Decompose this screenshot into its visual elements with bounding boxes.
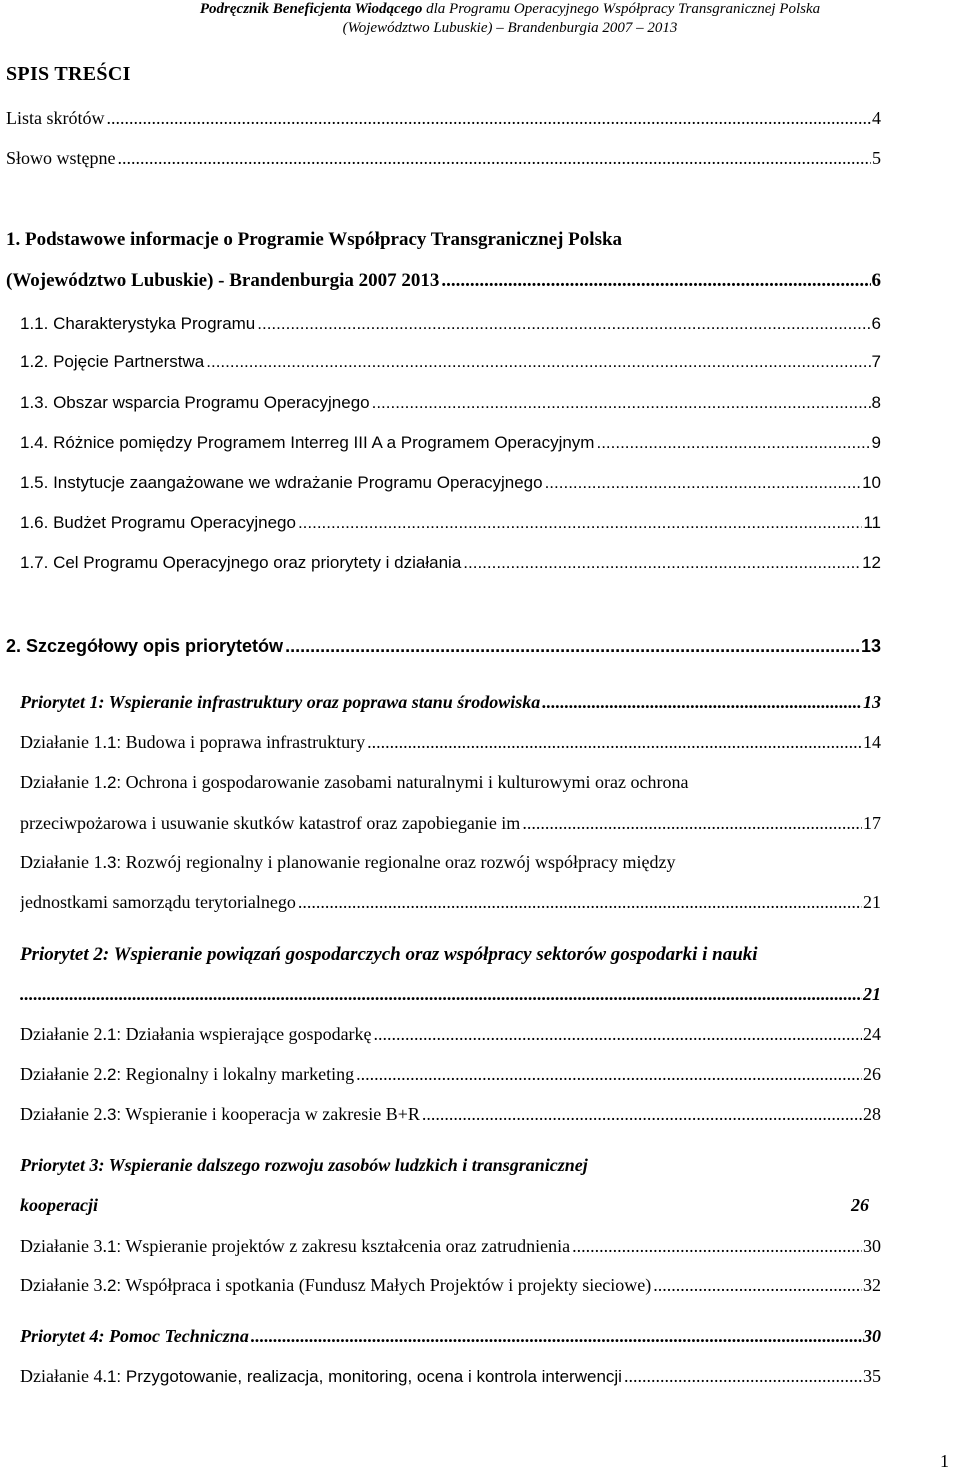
toc-action-2-1[interactable]: Działanie 2.1: Działania wspierające gospodarkę ..... 24 <box>20 1024 881 1045</box>
toc-action-4-1[interactable]: Działanie 4.1: Przygotowanie, realizacja, monitoring, ocena i kontrola interwencji ..... 35 <box>20 1366 881 1387</box>
toc-action-1-3[interactable]: jednostkami samorządu terytorialnego ..... 21 <box>20 892 881 913</box>
toc-entry-foreword[interactable]: Słowo wstępne ..... 5 <box>6 148 881 169</box>
page-number: 1 <box>940 1451 949 1471</box>
toc-action-1-1[interactable]: Działanie 1.1: Budowa i poprawa infrastruktury ..... 14 <box>20 732 881 753</box>
toc-priority-3-page[interactable]: 26 <box>851 1195 869 1215</box>
toc-action-3-2[interactable]: Działanie 3.2: Współpraca i spotkania (Fundusz Małych Projektów i projekty sieciowe) ..... 32 <box>20 1275 881 1296</box>
toc-section-1-1[interactable]: 1.1. Charakterystyka Programu ..... 6 <box>20 314 881 334</box>
toc-section-1-4[interactable]: 1.4. Różnice pomiędzy Programem Interreg III A a Programem Operacyjnym ..... 9 <box>20 433 881 453</box>
toc-section-1-6[interactable]: 1.6. Budżet Programu Operacyjnego ..... 11 <box>20 513 881 533</box>
toc-section-1-2[interactable]: 1.2. Pojęcie Partnerstwa ..... 7 <box>20 352 881 372</box>
header-line-1: Podręcznik Beneficjenta Wiodącego dla Programu Operacyjnego Współpracy Transgranicznej Polska <box>199 1 821 17</box>
toc-chapter-2[interactable]: 2. Szczegółowy opis priorytetów ..... 13 <box>6 636 881 657</box>
toc-priority-4[interactable]: Priorytet 4: Pomoc Techniczna ..... 30 <box>20 1326 881 1347</box>
toc-priority-2-line-1[interactable]: Priorytet 2: Wspieranie powiązań gospodarczych oraz współpracy sektorów gospodarki i nauki <box>20 944 758 965</box>
header-line-2: (Województwo Lubuskie) – Brandenburgia 2007 – 2013 <box>342 20 678 36</box>
toc-entry-abbreviations[interactable]: Lista skrótów ..... 4 <box>6 108 881 129</box>
running-header <box>70 0 950 38</box>
toc-action-1-2-line-1[interactable]: Działanie 1.2: Ochrona i gospodarowanie zasobami naturalnymi i kulturowymi oraz ochrona <box>20 772 689 792</box>
toc-chapter-1-line-1[interactable]: 1. Podstawowe informacje o Programie Współpracy Transgranicznej Polska <box>6 229 623 250</box>
toc-section-1-5[interactable]: 1.5. Instytucje zaangażowane we wdrażanie Programu Operacyjnego ..... 10 <box>20 473 881 493</box>
toc-action-2-3[interactable]: Działanie 2.3: Wspieranie i kooperacja w zakresie B+R ..... 28 <box>20 1104 881 1125</box>
toc-section-1-3[interactable]: 1.3. Obszar wsparcia Programu Operacyjnego ..... 8 <box>20 393 881 413</box>
toc-action-1-2[interactable]: przeciwpożarowa i usuwanie skutków katastrof oraz zapobieganie im ..... 17 <box>20 813 881 834</box>
toc-section-1-7[interactable]: 1.7. Cel Programu Operacyjnego oraz priorytety i działania ..... 12 <box>20 553 881 573</box>
toc-priority-3-line-2[interactable]: kooperacji <box>20 1195 98 1215</box>
toc-action-3-1[interactable]: Działanie 3.1: Wspieranie projektów z zakresu kształcenia oraz zatrudnienia ..... 30 <box>20 1236 881 1257</box>
toc-chapter-1[interactable]: (Województwo Lubuskie) - Brandenburgia 2007 2013 ..... 6 <box>6 270 881 292</box>
toc-action-1-3-line-1[interactable]: Działanie 1.3: Rozwój regionalny i planowanie regionalne oraz rozwój współpracy między <box>20 852 676 872</box>
toc-title: SPIS TREŚCI <box>6 63 131 85</box>
toc-priority-1[interactable]: Priorytet 1: Wspieranie infrastruktury oraz poprawa stanu środowiska ..... 13 <box>20 692 881 713</box>
toc-priority-3-line-1[interactable]: Priorytet 3: Wspieranie dalszego rozwoju zasobów ludzkich i transgranicznej <box>20 1155 588 1175</box>
toc-action-2-2[interactable]: Działanie 2.2: Regionalny i lokalny marketing ..... 26 <box>20 1064 881 1085</box>
toc-priority-2[interactable]: ..... 21 <box>20 984 881 1005</box>
